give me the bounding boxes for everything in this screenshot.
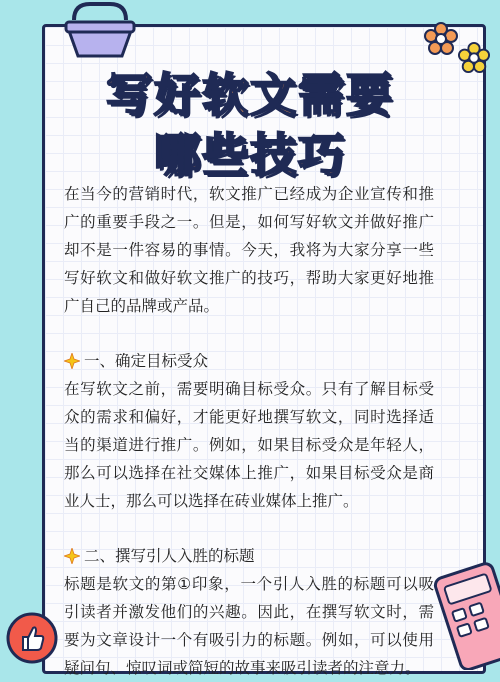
section-heading [64, 347, 434, 375]
thumbs-up-icon [6, 612, 58, 664]
section-heading-text: 一、确定目标受众 [84, 352, 209, 370]
calculator-icon [432, 560, 500, 670]
sparkle-icon [64, 353, 80, 369]
page-title-line2: 哪些技巧 [154, 128, 346, 182]
section-body: 标题是软文的第①印象，一个引人入胜的标题可以吸引读者并激发他们的兴趣。因此，在撰写软文时，需要为文章设计一个有吸引力的标题。例如，可以使用疑问句、惊叹词或简短的故事来吸引读者的注意力。 [64, 575, 434, 677]
article-body [64, 180, 434, 682]
intro-paragraph: 在当今的营销时代，软文推广已经成为企业宣传和推广的重要手段之一。但是，如何写好软文并做好推广却不是一件容易的事情。今天，我将为大家分享一些写好软文和做好软文推广的技巧，帮助大家更好地推广自己的品牌或产品。 [64, 185, 434, 315]
binder-clip-icon [60, 0, 140, 60]
section-body: 在写软文之前，需要明确目标受众。只有了解目标受众的需求和偏好，才能更好地撰写软文，同时选择适当的渠道进行推广。例如，如果目标受众是年轻人，那么可以选择在社交媒体上推广，如果目标受众是商业人士，那么可以选择在砖业媒体上推广。 [64, 380, 434, 510]
flower-icon [424, 22, 458, 56]
sparkle-icon [64, 548, 80, 564]
page-title-line1: 写好软文需要 [106, 68, 394, 122]
section-heading [64, 542, 434, 570]
section-heading-text: 二、撰写引人入胜的标题 [84, 547, 255, 565]
